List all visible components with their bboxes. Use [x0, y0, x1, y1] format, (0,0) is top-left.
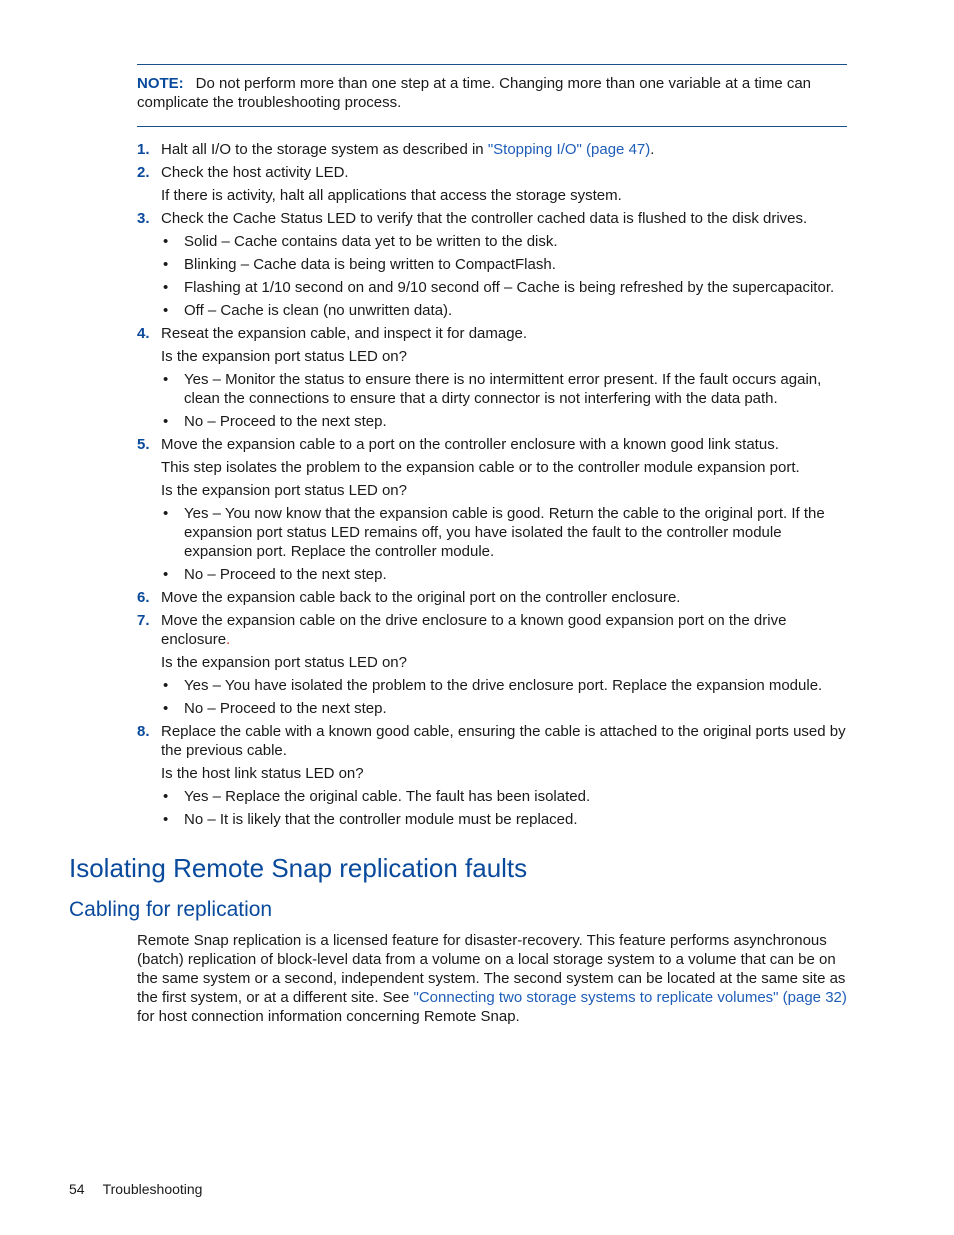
note-label: NOTE:: [137, 75, 184, 92]
bullet-list: [161, 232, 849, 320]
step-text: Halt all I/O to the storage system as described in: [161, 141, 488, 158]
step-text: Reseat the expansion cable, and inspect it for damage.: [161, 325, 528, 342]
step-number: 8.: [137, 723, 150, 740]
step-8: [137, 722, 849, 829]
step-3: [137, 209, 849, 320]
list-item: • No – It is likely that the controller module must be replaced.: [161, 810, 849, 829]
step-2: [137, 163, 849, 205]
note-text: Do not perform more than one step at a time. Changing more than one variable at a time can complicate the troubleshooting process.: [137, 75, 812, 111]
step-text-end: .: [650, 141, 655, 158]
list-item: • Solid – Cache contains data yet to be written to the disk.: [161, 232, 849, 251]
step-text-block: [161, 611, 849, 649]
troubleshooting-steps: [137, 140, 849, 833]
step-text: Check the Cache Status LED to verify that the controller cached data is flushed to the disk drives.: [161, 210, 808, 227]
stopping-io-link[interactable]: "Stopping I/O" (page 47): [487, 141, 651, 158]
step-detail: If there is activity, halt all applications that access the storage system.: [161, 187, 622, 204]
list-item: • Yes – Replace the original cable. The fault has been isolated.: [161, 787, 849, 806]
bullet-list: [161, 370, 849, 431]
step-6: [137, 588, 849, 607]
note-box: [137, 64, 847, 127]
step-text: Move the expansion cable on the drive enclosure to a known good expansion port on the drive enclosure: [161, 612, 787, 648]
page-footer: [69, 1180, 202, 1198]
step-1: [137, 140, 849, 159]
list-item: • No – Proceed to the next step.: [161, 699, 849, 718]
list-item: • Yes – You have isolated the problem to the drive enclosure port. Replace the expansion module.: [161, 676, 849, 695]
list-item: • No – Proceed to the next step.: [161, 565, 849, 584]
list-item: • Flashing at 1/10 second on and 9/10 second off – Cache is being refreshed by the supercapacitor.: [161, 278, 857, 297]
step-number: 4.: [137, 325, 150, 342]
subsection-heading: Cabling for replication: [69, 898, 273, 921]
step-7: [137, 611, 849, 718]
step-text: Move the expansion cable back to the original port on the controller enclosure.: [161, 589, 681, 606]
step-question: Is the expansion port status LED on?: [161, 654, 407, 671]
step-question: Is the expansion port status LED on?: [161, 348, 407, 365]
page-number: 54: [69, 1181, 85, 1197]
step-5: [137, 435, 849, 584]
step-text: Replace the cable with a known good cable, ensuring the cable is attached to the original ports used by the previous cable.: [161, 723, 846, 759]
step-text: Move the expansion cable to a port on the controller enclosure with a known good link status.: [161, 436, 779, 453]
paragraph-text: Remote Snap replication is a licensed feature for disaster-recovery. This feature performs asynchronous (batch) replication of block-level data from a volume on a local storage system to a volume that can be on the same system or a second, independent system. The second system can be located at the same site as the first system, or at a different site. See: [137, 932, 846, 1006]
list-item: • Yes – You now know that the expansion cable is good. Return the cable to the original port. If the expansion port status LED remains off, you have isolated the fault to the controller module expansion port. Replace the controller module.: [161, 504, 849, 561]
list-item: • No – Proceed to the next step.: [161, 412, 849, 431]
step-4: [137, 324, 849, 431]
bullet-list: [161, 504, 849, 584]
step-text-end: .: [226, 631, 231, 648]
section-heading: Isolating Remote Snap replication faults: [69, 853, 528, 883]
connecting-storage-systems-link[interactable]: "Connecting two storage systems to replicate volumes" (page 32): [413, 989, 847, 1006]
step-number: 6.: [137, 589, 150, 606]
list-item: • Off – Cache is clean (no unwritten data).: [161, 301, 849, 320]
paragraph-text-end: for host connection information concerning Remote Snap.: [137, 1008, 520, 1025]
footer-section: Troubleshooting: [102, 1181, 203, 1197]
step-question: Is the host link status LED on?: [161, 765, 364, 782]
bullet-list: [161, 676, 849, 718]
step-number: 1.: [137, 141, 150, 158]
list-item: • Yes – Monitor the status to ensure there is no intermittent error present. If the fault occurs again, clean the connections to ensure that a dirty connector is not interfering with the data path.: [161, 370, 849, 408]
step-number: 2.: [137, 164, 150, 181]
step-question: Is the expansion port status LED on?: [161, 482, 407, 499]
bullet-list: [161, 787, 849, 829]
step-detail: This step isolates the problem to the expansion cable or to the controller module expansion port.: [161, 459, 800, 476]
list-item: • Blinking – Cache data is being written to CompactFlash.: [161, 255, 849, 274]
step-number: 5.: [137, 436, 150, 453]
step-number: 3.: [137, 210, 150, 227]
step-number: 7.: [137, 612, 150, 629]
step-text: Check the host activity LED.: [161, 164, 349, 181]
body-paragraph: [137, 931, 849, 1026]
